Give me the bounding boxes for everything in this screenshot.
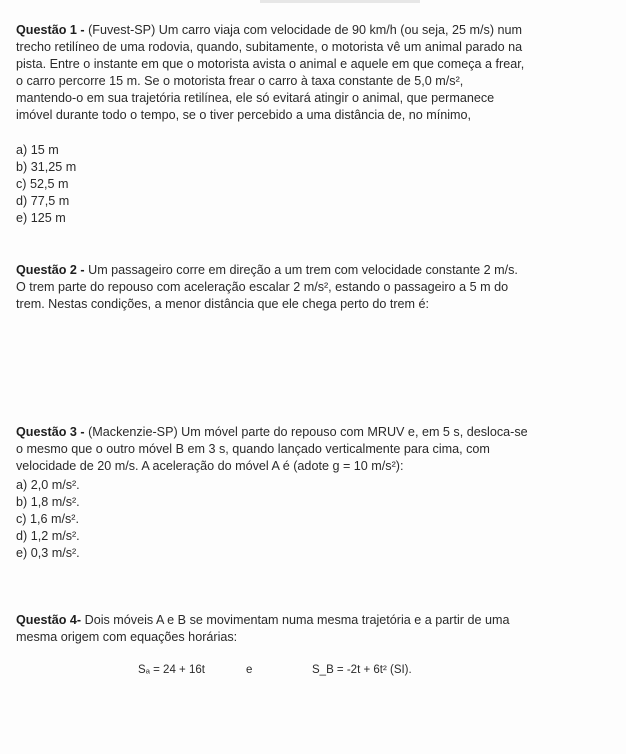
option-c: c) 1,6 m/s². [16,512,79,526]
question-1-line-3: pista. Entre o instante em que o motorista avista o animal e aquele em que começa a frear, [16,57,525,71]
question-1 [16,22,606,227]
question-4-line-2: mesma origem com equações horárias: [16,630,238,644]
question-1-label: Questão 1 - [16,23,85,37]
option-b: b) 1,8 m/s². [16,495,80,509]
option-c: c) 52,5 m [16,177,69,191]
question-2-label: Questão 2 - [16,263,85,277]
question-2-line-1: Um passageiro corre em direção a um trem com velocidade constante 2 m/s. [84,263,518,277]
question-2-line-2: O trem parte do repouso com aceleração escalar 2 m/s², estando o passageiro a 5 m do [16,280,509,294]
question-3-line-3: velocidade de 20 m/s. A aceleração do móvel A é (adote g = 10 m/s²): [16,459,404,473]
question-4 [16,612,606,646]
question-3-options [16,477,606,562]
question-1-line-6: imóvel durante todo o tempo, se o tiver percebido a uma distância de, no mínimo, [16,108,472,122]
equation-separator: e [246,664,253,676]
option-a: a) 2,0 m/s². [16,478,80,492]
option-e: e) 125 m [16,211,66,225]
question-1-options [16,142,606,227]
question-3-line-2: o mesmo que o outro móvel B em 3 s, quando lançado verticalmente para cima, com [16,442,490,456]
question-2-line-3: trem. Nestas condições, a menor distância que ele chega perto do trem é: [16,297,430,311]
question-3-line-1: (Mackenzie-SP) Um móvel parte do repouso com MRUV e, em 5 s, desloca-se [84,425,528,439]
question-1-line-2: trecho retilíneo de uma rodovia, quando, subitamente, o motorista vê um animal parado na [16,40,523,54]
option-a: a) 15 m [16,143,59,157]
equation-a: Sₐ = 24 + 16t [138,664,205,676]
option-d: d) 1,2 m/s². [16,529,80,543]
question-4-label: Questão 4- [16,613,82,627]
question-4-text [16,612,606,646]
question-1-line-5: mantendo-o em sua trajetória retilínea, ele só evitará atingir o animal, que permanece [16,91,495,105]
option-e: e) 0,3 m/s². [16,546,80,560]
question-4-line-1: Dois móveis A e B se movimentam numa mesma trajetória e a partir de uma [81,613,510,627]
question-2-text [16,262,606,313]
question-1-text [16,22,606,124]
question-1-line-1: (Fuvest-SP) Um carro viaja com velocidade de 90 km/h (ou seja, 25 m/s) num [84,23,523,37]
question-3 [16,424,606,562]
question-3-text [16,424,606,475]
question-3-label: Questão 3 - [16,425,85,439]
option-b: b) 31,25 m [16,160,77,174]
question-1-line-4: o carro percorre 15 m. Se o motorista frear o carro à taxa constante de 5,0 m/s², [16,74,464,88]
question-2 [16,262,606,313]
equation-b: S_B = -2t + 6t² (SI). [312,664,412,676]
option-d: d) 77,5 m [16,194,70,208]
top-edge-smudge [260,0,420,3]
